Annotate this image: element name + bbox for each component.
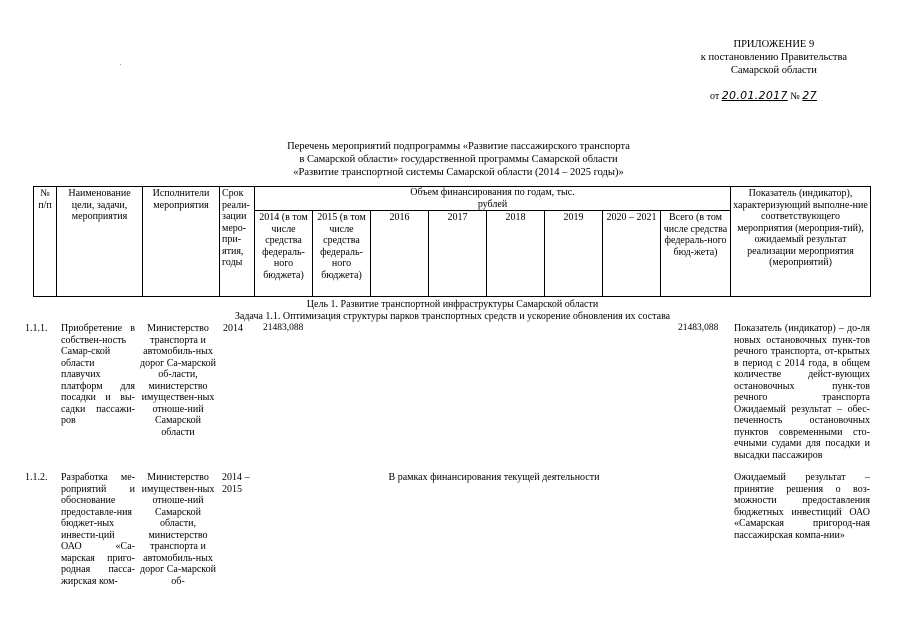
- title-line-2: в Самарской области» государственной программы Самарской области: [299, 154, 618, 166]
- appendix-title: ПРИЛОЖЕНИЕ 9: [733, 39, 815, 50]
- col-year-2019: 2019: [545, 211, 603, 297]
- row-1-value-2014: 21483,088: [263, 323, 304, 333]
- row-2-term: 2014 – 2015: [222, 472, 250, 495]
- col-year-2014: 2014 (в том числе средства федераль-ного бюджета): [255, 211, 313, 297]
- col-year-2015: 2015 (в том числе средства федераль-ного бюджета): [313, 211, 371, 297]
- row-2-indicator: Ожидаемый результат – принятие решения о воз-можности предоставления бюджетных инвестиций ОАО «Самарская пригород-ная пассажирская компа-нии»: [734, 472, 870, 541]
- title-line-1: Перечень мероприятий подпрограммы «Развитие пассажирского транспорта: [287, 141, 630, 152]
- row-1-num: 1.1.1.: [25, 323, 48, 334]
- row-2-num: 1.1.2.: [25, 472, 48, 483]
- row-1-name: Приобретение в собствен-ность Самар-ской области плавучих платформ для посадки и вы-садки пассажи-ров: [61, 323, 135, 426]
- header-row-1: [34, 187, 871, 211]
- appendix-header: [701, 38, 847, 77]
- task-row: Задача 1.1. Оптимизация структуры парков транспортных средств и ускорение обновления их состава: [234, 311, 671, 322]
- row-2-name: Разработка ме-роприятий и обоснование предоставле-ния бюджет-ных инвести-ций ОАО «Са-марская приго-родная пасса-жирская ком-: [61, 472, 135, 587]
- activities-table: [33, 186, 871, 297]
- scan-speck: [120, 64, 121, 65]
- col-total: Всего (в том числе средства федераль-ного бюд-жета): [661, 211, 731, 297]
- col-num: № п/п: [34, 187, 57, 297]
- col-year-2018: 2018: [487, 211, 545, 297]
- col-name: Наименование цели, задачи, мероприятия: [57, 187, 143, 297]
- col-term: Срок реали-зации меро-при-ятия, годы: [220, 187, 255, 297]
- appendix-region: Самарской области: [730, 65, 817, 77]
- col-funding: Объем финансирования по годам, тыс. рублей: [255, 187, 731, 211]
- goal-row: Цель 1. Развитие транспортной инфраструктуры Самарской области: [306, 299, 599, 310]
- col-indicator: Показатель (индикатор), характеризующий выполне-ние соответствующего мероприятия (мероприя-тий), ожидаемый результат реализации мероприятия (мероприятий): [731, 187, 871, 297]
- number-prefix: №: [790, 91, 800, 102]
- col-year-2016: 2016: [371, 211, 429, 297]
- appendix-resolution: к постановлению Правительства: [700, 52, 847, 64]
- handwritten-number: 27: [802, 89, 817, 102]
- row-1-total: 21483,088: [678, 323, 719, 333]
- handwritten-date: 20.01.2017: [721, 89, 788, 102]
- document-title: [0, 140, 905, 179]
- date-prefix: от: [710, 91, 720, 102]
- row-1-term: 2014: [223, 323, 243, 334]
- row-2-funding-note: В рамках финансирования текущей деятельности: [388, 472, 600, 483]
- resolution-date-number: [710, 90, 842, 103]
- col-year-2020-2021: 2020 – 2021: [603, 211, 661, 297]
- row-1-indicator: Показатель (индикатор) – до-ля новых остановочных пунк-тов речного транспорта, от-крытых в период с 2014 года, в общем количестве дейст-вующих остановочных пунк-тов речного транспорта Ожидаемый результат – обес-печенность остановочных пунктов современными сто-ечными судами для посадки и высадки пассажиров: [734, 323, 870, 461]
- row-2-executors: Министерство имуществен-ных отноше-ний Самарской области, министерство транспорта и автомобиль-ных дорог Са-марской об-: [140, 472, 216, 587]
- title-line-3: «Развитие транспортной системы Самарской области (2014 – 2025 годы)»: [293, 167, 624, 179]
- col-executors: Исполнители мероприятия: [143, 187, 220, 297]
- col-year-2017: 2017: [429, 211, 487, 297]
- row-1-executors: Министерство транспорта и автомобиль-ных дорог Са-марской об-ласти, министерство имуществен-ных отноше-ний Самарской области: [140, 323, 216, 438]
